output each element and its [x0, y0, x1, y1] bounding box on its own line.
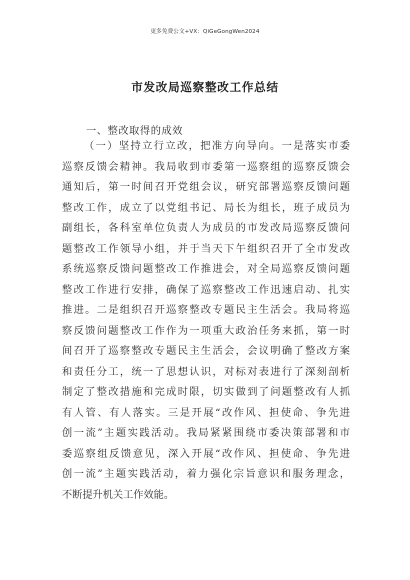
body-paragraph — [62, 137, 350, 506]
body-line: 巡察反馈会精神。我局收到市委第一巡察组的巡察反馈会 — [62, 161, 350, 173]
body-line: 制定了整改措施和完成时限，切实做到了问题整改有人抓 — [62, 387, 350, 398]
body-line: （一）坚持立行立改，把准方向导向。一是落实市委 — [84, 141, 350, 152]
body-line: 和责任分工，统一了思想认识，对标对表进行了深刻剖析 — [62, 366, 350, 378]
body-line: 间召开了巡察整改专题民主生活会，会议明确了整改方案 — [62, 346, 350, 357]
body-line: 整改工作，成立了以党组书记、局长为组长，班子成员为 — [62, 202, 350, 214]
body-line: 通知后，第一时间召开党组会议，研究部署巡察反馈问题 — [62, 182, 350, 193]
body-line: 副组长，各科室单位负责人为成员的市发改局巡察反馈问 — [62, 223, 350, 234]
header-note: 更多免费公文+VX：QiGeGongWen2024 — [150, 29, 260, 35]
document-title: 市发改局巡察整改工作总结 — [131, 80, 279, 94]
section-heading: 一、整改取得的成效 — [86, 126, 184, 137]
body-line: 推进。二是组织召开巡察整改专题民主生活会。我局将巡 — [62, 305, 350, 316]
body-line: 委巡察组反馈意见，深入开展“改作风、担使命、争先进 — [62, 448, 350, 460]
body-line: 创一流”主题实践活动。我局紧紧围绕市委决策部署和市 — [62, 428, 350, 439]
body-line: 有人管、有人落实。三是开展“改作风、担使命、争先进 — [62, 407, 350, 419]
body-line: 不断提升机关工作效能。 — [62, 489, 175, 501]
body-line: 整改工作进行安排，确保了巡察整改工作迅速启动、扎实 — [62, 284, 350, 296]
body-line: 题整改工作领导小组，并于当天下午组织召开了全市发改 — [62, 243, 350, 255]
body-line: 系统巡察反馈问题整改工作推进会，对全局巡察反馈问题 — [62, 264, 350, 275]
body-line: 创一流”主题实践活动，着力强化宗旨意识和服务理念， — [62, 469, 350, 480]
body-line: 察反馈问题整改工作作为一项重大政治任务来抓，第一时 — [62, 325, 350, 337]
